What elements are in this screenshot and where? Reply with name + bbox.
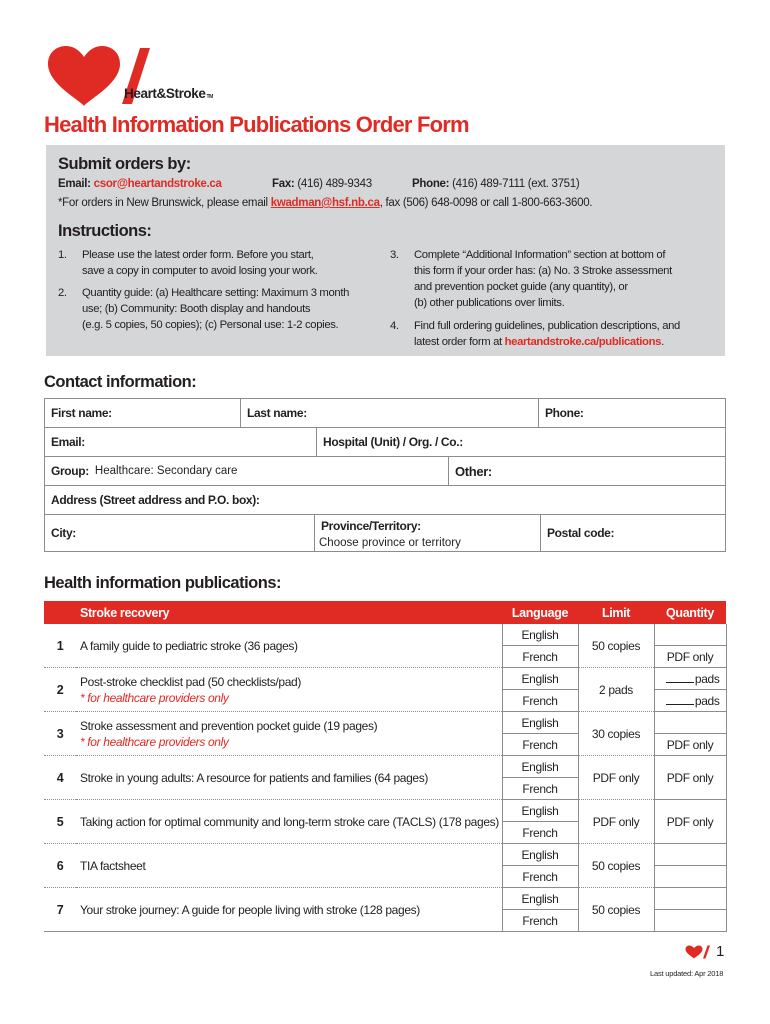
col-limit: Limit [578,601,654,624]
instruction-item: 2. Quantity guide: (a) Healthcare setting: Maximum 3 month use; (b) Community: Booth display and handouts (e.g. 5 copies, 50 copies); (c) Personal use: 1-2 copies. [58,287,350,331]
table-row: French [44,822,726,844]
other-field[interactable]: Other: [449,457,725,486]
table-row: 6 TIA factsheet English 50 copies [44,844,726,866]
table-row: French PDF only [44,734,726,756]
submit-fax: Fax: (416) 489-9343 [272,178,372,190]
quantity-input[interactable]: pads [654,668,726,690]
table-row: 1 A family guide to pediatric stroke (36 pages) English 50 copies [44,624,726,646]
quantity-input[interactable] [654,624,726,646]
province-value: Choose province or territory [319,537,461,549]
instructions-heading: Instructions: [58,222,152,240]
table-row: 3 Stroke assessment and prevention pocket guide (19 pages) * for healthcare providers only English 30 copies [44,712,726,734]
group-select[interactable]: Group: Healthcare: Secondary care [45,457,449,486]
quantity-input[interactable]: PDF only [654,800,726,844]
quantity-input[interactable] [654,910,726,932]
footer-logo [685,945,715,959]
hospital-field[interactable]: Hospital (Unit) / Org. / Co.: [317,428,725,457]
quantity-input[interactable] [654,888,726,910]
brand-name: Heart&StrokeTM [124,86,213,101]
province-select[interactable]: Province/Territory: Choose province or territory [315,515,541,551]
quantity-input[interactable]: PDF only [654,646,726,668]
quantity-input[interactable]: PDF only [654,734,726,756]
nb-email-link[interactable]: kwadman@hsf.nb.ca [270,197,380,209]
last-name-field[interactable]: Last name: [241,399,539,428]
quantity-input[interactable] [654,866,726,888]
submit-email-link[interactable]: csor@heartandstroke.ca [93,178,222,190]
last-updated: Last updated: Apr 2018 [650,969,724,978]
col-language: Language [502,601,578,624]
quantity-input[interactable]: pads [654,690,726,712]
page-number: 1 [716,943,725,960]
table-row: French PDF only [44,646,726,668]
contact-form [44,398,726,552]
table-row: 2 Post-stroke checklist pad (50 checklists/pad) * for healthcare providers only English 2 pads pads [44,668,726,690]
city-field[interactable]: City: [45,515,315,551]
form-title: Health Information Publications Order Form [44,112,469,137]
quantity-input[interactable] [654,712,726,734]
publications-link[interactable]: heartandstroke.ca/publications [504,336,662,348]
address-field[interactable]: Address (Street address and P.O. box): [45,486,725,515]
submit-contacts: Email: csor@heartandstroke.ca [58,178,222,190]
table-row: French [44,866,726,888]
table-row: 4 Stroke in young adults: A resource for patients and families (64 pages) English PDF only PDF only [44,756,726,778]
submit-heading: Submit orders by: [58,155,191,173]
instruction-item: 4. Find full ordering guidelines, publication descriptions, and latest order form at heartandstroke.ca/publications. [390,320,680,348]
table-row: French [44,778,726,800]
first-name-field[interactable]: First name: [45,399,241,428]
email-field[interactable]: Email: [45,428,317,457]
instruction-item: 3. Complete “Additional Information” section at bottom of this form if your order has: (a) No. 3 Stroke assessment and prevention pocket guide (any quantity), or (b) other publications over limits. [390,249,672,309]
col-quantity: Quantity [654,601,726,624]
phone-field[interactable]: Phone: [539,399,725,428]
table-row: 7 Your stroke journey: A guide for people living with stroke (128 pages) English 50 copies [44,888,726,910]
contact-heading: Contact information: [44,373,197,391]
table-header [44,601,726,624]
postal-code-field[interactable]: Postal code: [547,526,615,540]
submit-phone: Phone: (416) 489-7111 (ext. 3751) [412,178,580,190]
publications-heading: Health information publications: [44,574,282,592]
quantity-input[interactable] [654,844,726,866]
instruction-item: 1. Please use the latest order form. Before you start, save a copy in computer to avoid losing your work. [58,249,318,277]
table-row: 5 Taking action for optimal community and long-term stroke care (TACLS) (178 pages) English PDF only PDF only [44,800,726,822]
new-brunswick-note: *For orders in New Brunswick, please email kwadman@hsf.nb.ca, fax (506) 648-0098 or call 1-800-663-3600. [58,197,593,209]
publications-table [44,601,727,932]
col-stroke-recovery: Stroke recovery [76,601,502,624]
quantity-input[interactable]: PDF only [654,756,726,800]
table-row: French pads [44,690,726,712]
submit-instructions-panel [46,145,725,356]
table-row: French [44,910,726,932]
